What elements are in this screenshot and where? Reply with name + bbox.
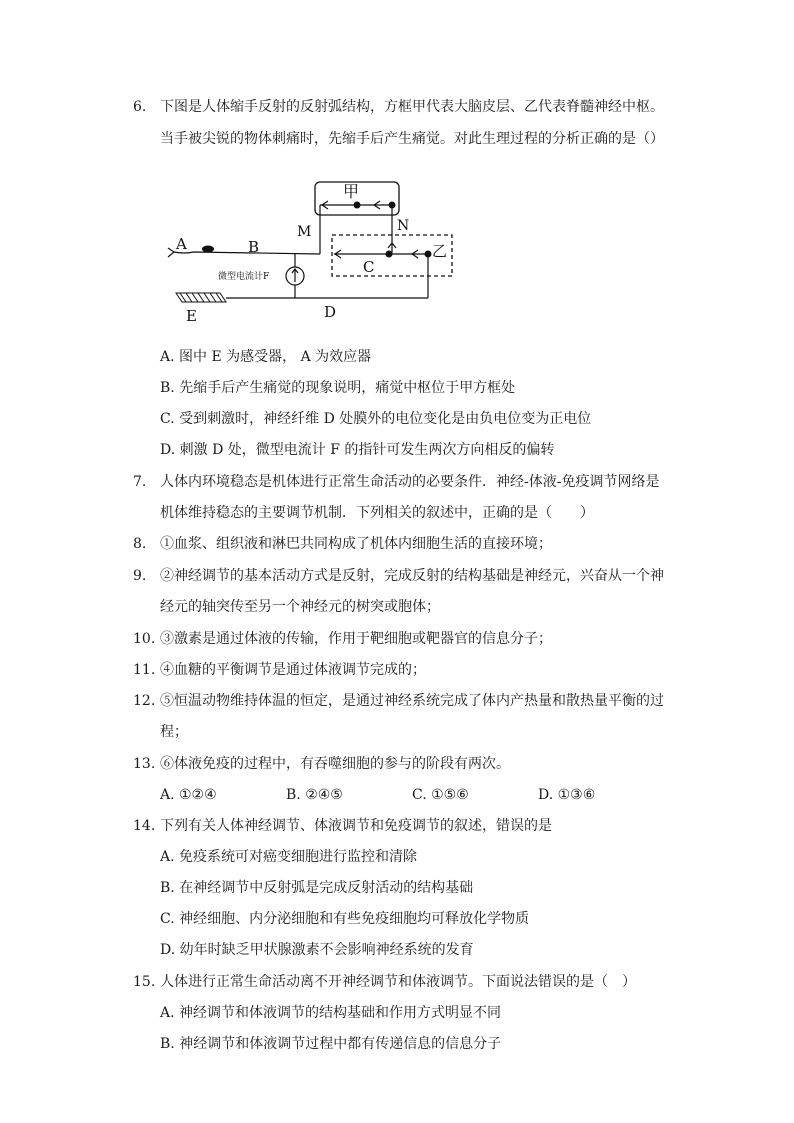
- question-number: 9.: [133, 568, 147, 584]
- yi-label: 乙: [432, 242, 448, 260]
- question-text: 当手被尖锐的物体刺痛时，先缩手后产生痛觉。对此生理过程的分析正确的是（）: [160, 131, 664, 147]
- question-number: 6.: [133, 99, 147, 115]
- option-b: B. 在神经调节中反射弧是完成反射活动的结构基础: [160, 880, 474, 896]
- option-d: D. 幼年时缺乏甲状腺激素不会影响神经系统的发育: [160, 942, 474, 958]
- option-a: A. 图中 E 为感受器， A 为效应器: [160, 349, 372, 365]
- question-text: ③激素是通过体液的传输，作用于靶细胞或靶器官的信息分子；: [160, 631, 552, 647]
- label-E: E: [186, 307, 197, 325]
- question-number: 8.: [133, 536, 147, 552]
- question-text: 下列有关人体神经调节、体液调节和免疫调节的叙述，错误的是: [160, 818, 552, 834]
- option-d: D. 刺激 D 处，微型电流计 F 的指针可发生两次方向相反的偏转: [160, 442, 555, 458]
- option-c: C. 神经细胞、内分泌细胞和有些免疫细胞均可释放化学物质: [160, 911, 530, 927]
- question-text: ④血糖的平衡调节是通过体液调节完成的；: [160, 662, 426, 678]
- question-number: 12.: [133, 693, 156, 709]
- label-D: D: [324, 303, 337, 321]
- question-text: ⑤恒温动物维持体温的恒定，是通过神经系统完成了体内产热量和散热量平衡的过: [160, 693, 664, 709]
- label-A: A: [176, 235, 187, 253]
- question-text: 下图是人体缩手反射的反射弧结构，方框甲代表大脑皮层、乙代表脊髓神经中枢。: [160, 99, 664, 115]
- question-number: 15.: [133, 974, 156, 990]
- question-text: 经元的轴突传至另一个神经元的树突或胞体；: [160, 599, 440, 615]
- question-number: 7.: [133, 474, 147, 490]
- option-c: C. ①⑤⑥: [412, 787, 469, 803]
- question-number: 11.: [133, 662, 156, 678]
- question-number: 14.: [133, 818, 156, 834]
- label-C: C: [363, 258, 375, 276]
- question-text: 机体维持稳态的主要调节机制．下列相关的叙述中，正确的是（ ）: [160, 505, 594, 521]
- option-c: C. 受到刺激时，神经纤维 D 处膜外的电位变化是由负电位变为正电位: [160, 411, 592, 427]
- question-number: 13.: [133, 756, 156, 772]
- question-text: ⑥体液免疫的过程中，有吞噬细胞的参与的阶段有两次。: [160, 756, 510, 772]
- question-text: 人体内环境稳态是机体进行正常生命活动的必要条件．神经-体液-免疫调节网络是: [160, 474, 660, 490]
- option-b: B. 神经调节和体液调节过程中都有传递信息的信息分子: [160, 1036, 502, 1052]
- label-M: M: [297, 224, 312, 240]
- option-a: A. ①②④: [160, 787, 217, 803]
- question-number: 10.: [133, 631, 156, 647]
- label-B: B: [248, 238, 260, 256]
- option-a: A. 免疫系统可对癌变细胞进行监控和清除: [160, 849, 418, 865]
- question-text: ②神经调节的基本活动方式是反射，完成反射的结构基础是神经元，兴奋从一个神: [160, 568, 664, 584]
- question-text: ①血浆、组织液和淋巴共同构成了机体内细胞生活的直接环境；: [160, 536, 552, 552]
- option-a: A. 神经调节和体液调节的结构基础和作用方式明显不同: [160, 1005, 502, 1021]
- option-b: B. 先缩手后产生痛觉的现象说明，痛觉中枢位于甲方框处: [160, 380, 516, 396]
- question-text: 人体进行正常生命活动离不开神经调节和体液调节。下面说法错误的是（ ）: [160, 974, 636, 990]
- meter-label: 微型电流计F: [218, 272, 270, 282]
- label-N: N: [397, 218, 410, 234]
- question-text: 程；: [160, 724, 188, 740]
- option-d: D. ①③⑥: [538, 787, 596, 803]
- option-b: B. ②④⑤: [286, 787, 343, 803]
- jia-label: 甲: [343, 182, 360, 201]
- reflex-arc-diagram: [160, 172, 460, 332]
